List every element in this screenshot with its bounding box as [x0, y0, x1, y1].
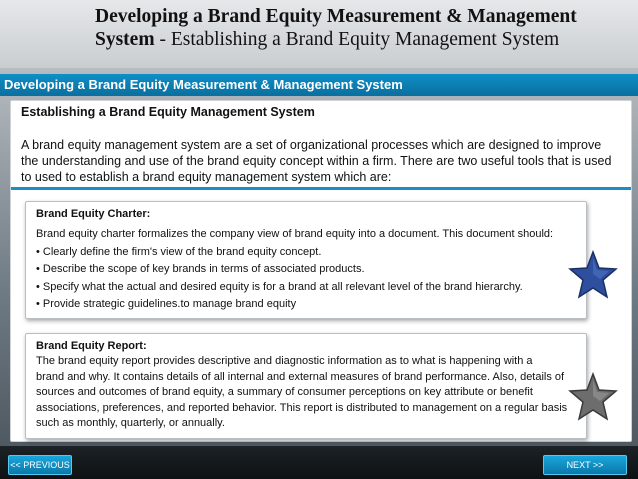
slide-title [95, 5, 635, 51]
subhead-text: Developing a Brand Equity Measurement & Management System [4, 77, 403, 92]
report-line: associations, preferences, and reported behavior. This report is distributed to management on a regular basis [36, 401, 568, 414]
charter-bullet: • Specify what the actual and desired equity is for a brand at all relevant level of the brand hierarchy. [36, 280, 523, 293]
charter-title: Brand Equity Charter: [36, 208, 151, 220]
charter-lines [36, 226, 576, 314]
divider [11, 187, 631, 190]
title-line-2-rest: - Establishing a Brand Equity Management System [154, 29, 560, 50]
content-panel [10, 100, 632, 442]
blue-star-icon [568, 250, 618, 300]
report-title: Brand Equity Report: [36, 340, 147, 352]
charter-bullet: • Describe the scope of key brands in terms of associated products. [36, 263, 365, 275]
charter-bullet: • Provide strategic guidelines.to manage brand equity [36, 298, 297, 310]
charter-bullet: • Clearly define the firm's view of the brand equity concept. [36, 245, 322, 258]
gray-star-icon [568, 372, 618, 422]
report-line: The brand equity report provides descriptive and diagnostic information as to what is happening with a [36, 355, 533, 367]
intro-paragraph: A brand equity management system are a set of organizational processes which are designed to improve the understanding and use of the brand equity concept within a firm. There are two useful tools that is used to used to establish a brand equity management system which are: [21, 138, 612, 184]
charter-line: Brand equity charter formalizes the company view of brand equity into a document. This document should: [36, 228, 554, 240]
report-line: sources and outcomes of brand equity, a summary of consumer perceptions on key attribute or benefit [36, 386, 533, 398]
title-line-2-bold: System [95, 29, 155, 50]
report-line: such as monthly, quarterly, or annually. [36, 417, 225, 429]
subhead-bar [0, 74, 638, 96]
navigation-bar [0, 446, 638, 479]
report-line: brand and why. It contains details of all internal and external measures of brand performance. Also, details of [36, 370, 565, 383]
section-title: Establishing a Brand Equity Management System [21, 105, 315, 119]
brand-equity-report-box [25, 333, 587, 439]
title-line-1: Developing a Brand Equity Measurement & Management [95, 6, 577, 27]
report-lines [36, 354, 576, 432]
title-line-2 [95, 28, 635, 51]
brand-equity-charter-box [25, 201, 587, 319]
previous-button[interactable]: << PREVIOUS [8, 455, 72, 475]
title-area [0, 0, 638, 68]
next-button[interactable]: NEXT >> [543, 455, 627, 475]
